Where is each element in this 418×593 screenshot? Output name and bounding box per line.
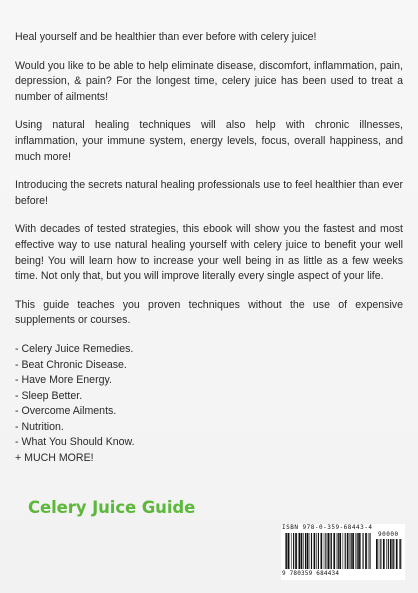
isbn-barcode [281, 524, 405, 580]
feature-item: - Have More Energy. [15, 374, 112, 387]
blurb [15, 30, 403, 467]
feature-item: - Sleep Better. [15, 389, 83, 402]
feature-item: + MUCH MORE! [15, 452, 94, 465]
feature-item: - What You Should Know. [15, 436, 135, 449]
feature-item: - Celery Juice Remedies. [15, 342, 134, 355]
blurb-paragraph-5: With decades of tested strategies, this ebook will show you the fastest and most effective way to use natural healing yourself with celery juice to benefit your well being! You will learn how to increase your well being in as little as a few weeks time. Not only that, but you will improve literally every single aspect of your life. [15, 223, 403, 283]
book-title: Celery Juice Guide [28, 498, 196, 517]
blurb-paragraph-3: Using natural healing techniques will also help with chronic illnesses, inflammation, your immune system, energy levels, focus, overall happiness, and much more! [15, 119, 403, 163]
feature-list [15, 342, 403, 467]
feature-item: - Beat Chronic Disease. [15, 358, 127, 371]
blurb-paragraph-2: Would you like to be able to help eliminate disease, discomfort, inflammation, pain, depression, & pain? For the longest time, celery juice has been used to treat a number of ailments! [15, 59, 403, 103]
blurb-paragraph-4: Introducing the secrets natural healing professionals use to feel healthier than ever before! [15, 179, 403, 207]
feature-item: - Nutrition. [15, 420, 64, 433]
barcode-bars-addon [376, 539, 402, 569]
blurb-paragraph-1: Heal yourself and be healthier than ever before with celery juice! [15, 31, 317, 43]
barcode-addon-number: 90000 [378, 531, 399, 538]
isbn-label: ISBN 978-0-359-68443-4 [282, 524, 373, 531]
barcode-bars-main [285, 533, 371, 569]
barcode-digits: 9 780359 684434 [282, 570, 340, 577]
blurb-paragraph-6: This guide teaches you proven techniques without the use of expensive supplements or courses. [15, 298, 403, 327]
feature-item: - Overcome Ailments. [15, 405, 117, 418]
